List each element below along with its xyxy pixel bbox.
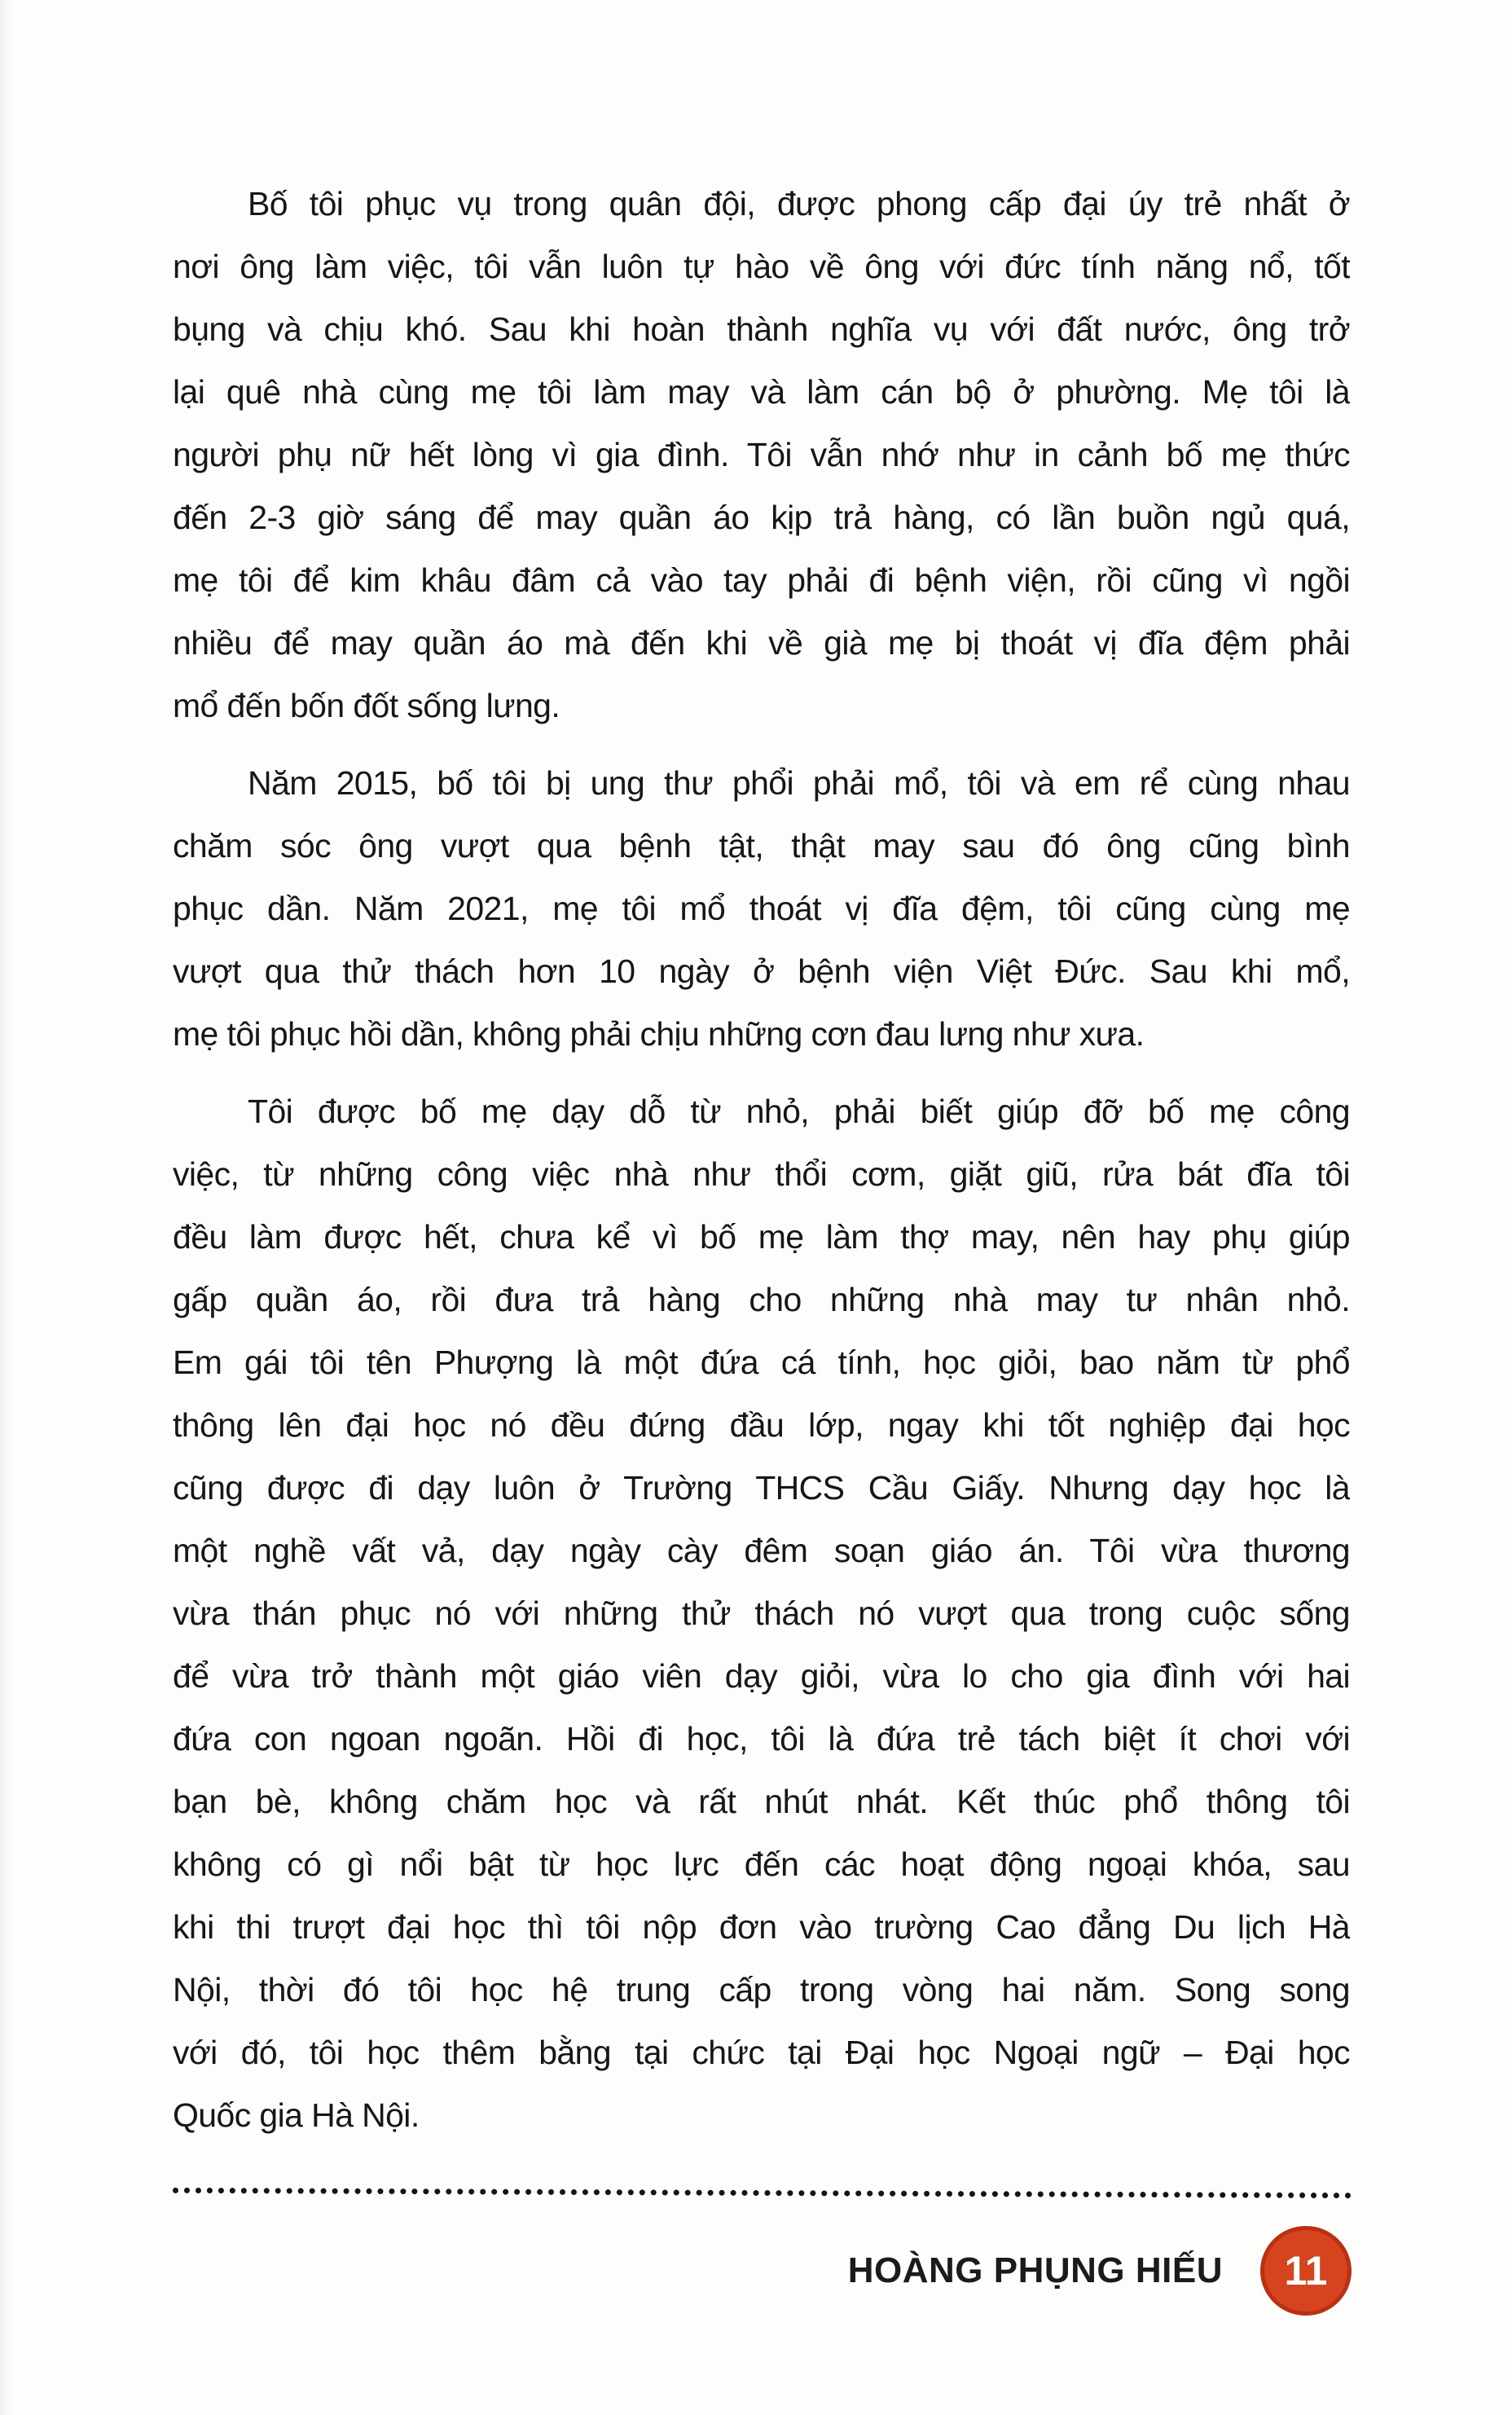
- text-line: với đó, tôi học thêm bằng tại chức tại Đại học Ngoại ngữ – Đại học: [173, 2034, 1350, 2071]
- text-line: lại quê nhà cùng mẹ tôi làm may và làm cán bộ ở phường. Mẹ tôi là: [173, 373, 1350, 411]
- text-line: bạn bè, không chăm học và rất nhút nhát. Kết thúc phổ thông tôi: [173, 1783, 1350, 1820]
- text-line: gấp quần áo, rồi đưa trả hàng cho những nhà may tư nhân nhỏ.: [173, 1281, 1350, 1318]
- text-line: để vừa trở thành một giáo viên dạy giỏi, vừa lo cho gia đình với hai: [173, 1657, 1350, 1695]
- text-line: phục dần. Năm 2021, mẹ tôi mổ thoát vị đĩa đệm, tôi cũng cùng mẹ: [173, 890, 1350, 927]
- text-line: mẹ tôi phục hồi dần, không phải chịu những cơn đau lưng như xưa.: [173, 1015, 1145, 1053]
- footer-author: HOÀNG PHỤNG HIẾU: [847, 2250, 1223, 2290]
- text-line: bụng và chịu khó. Sau khi hoàn thành nghĩa vụ với đất nước, ông trở: [173, 310, 1350, 348]
- paragraph: [173, 1080, 1350, 2147]
- text-line: người phụ nữ hết lòng vì gia đình. Tôi vẫn nhớ như in cảnh bố mẹ thức: [173, 436, 1350, 473]
- text-block: [173, 173, 1350, 2147]
- text-line: khi thi trượt đại học thì tôi nộp đơn vào trường Cao đẳng Du lịch Hà: [173, 1908, 1350, 1946]
- text-line: Nội, thời đó tôi học hệ trung cấp trong vòng hai năm. Song song: [173, 1971, 1350, 2008]
- text-line: mổ đến bốn đốt sống lưng.: [173, 687, 560, 724]
- text-line: Tôi được bố mẹ dạy dỗ từ nhỏ, phải biết giúp đỡ bố mẹ công: [248, 1093, 1350, 1130]
- text-line: nơi ông làm việc, tôi vẫn luôn tự hào về ông với đức tính năng nổ, tốt: [173, 248, 1350, 285]
- text-line: đứa con ngoan ngoãn. Hồi đi học, tôi là đứa trẻ tách biệt ít chơi với: [173, 1720, 1350, 1757]
- text-line: Năm 2015, bố tôi bị ung thư phổi phải mổ, tôi và em rể cùng nhau: [248, 764, 1350, 802]
- text-line: việc, từ những công việc nhà như thổi cơm, giặt giũ, rửa bát đĩa tôi: [173, 1155, 1350, 1193]
- text-line: Em gái tôi tên Phượng là một đứa cá tính, học giỏi, bao năm từ phổ: [173, 1344, 1350, 1381]
- text-line: Quốc gia Hà Nội.: [173, 2096, 420, 2134]
- text-line: nhiều để may quần áo mà đến khi về già mẹ bị thoát vị đĩa đệm phải: [173, 624, 1350, 662]
- text-line: Bố tôi phục vụ trong quân đội, được phong cấp đại úy trẻ nhất ở: [248, 185, 1350, 222]
- text-line: chăm sóc ông vượt qua bệnh tật, thật may sau đó ông cũng bình: [173, 827, 1350, 864]
- paragraph: [173, 752, 1350, 1066]
- paragraph: [173, 173, 1350, 737]
- text-line: vượt qua thử thách hơn 10 ngày ở bệnh viện Việt Đức. Sau khi mổ,: [173, 952, 1350, 990]
- text-line: thông lên đại học nó đều đứng đầu lớp, ngay khi tốt nghiệp đại học: [173, 1406, 1350, 1444]
- text-line: không có gì nổi bật từ học lực đến các hoạt động ngoại khóa, sau: [173, 1845, 1350, 1883]
- text-line: vừa thán phục nó với những thử thách nó vượt qua trong cuộc sống: [173, 1595, 1350, 1632]
- dotted-divider: [173, 2188, 1352, 2198]
- text-line: đến 2-3 giờ sáng để may quần áo kịp trả hàng, có lần buồn ngủ quá,: [173, 499, 1350, 536]
- page-number-badge: [1260, 2226, 1352, 2316]
- text-line: đều làm được hết, chưa kể vì bố mẹ làm thợ may, nên hay phụ giúp: [173, 1218, 1350, 1256]
- page-footer: [173, 2226, 1352, 2316]
- page-number: 11: [1284, 2248, 1328, 2294]
- text-line: cũng được đi dạy luôn ở Trường THCS Cầu Giấy. Nhưng dạy học là: [173, 1469, 1350, 1507]
- text-line: mẹ tôi để kim khâu đâm cả vào tay phải đi bệnh viện, rồi cũng vì ngồi: [173, 561, 1350, 599]
- text-line: một nghề vất vả, dạy ngày cày đêm soạn giáo án. Tôi vừa thương: [173, 1532, 1350, 1569]
